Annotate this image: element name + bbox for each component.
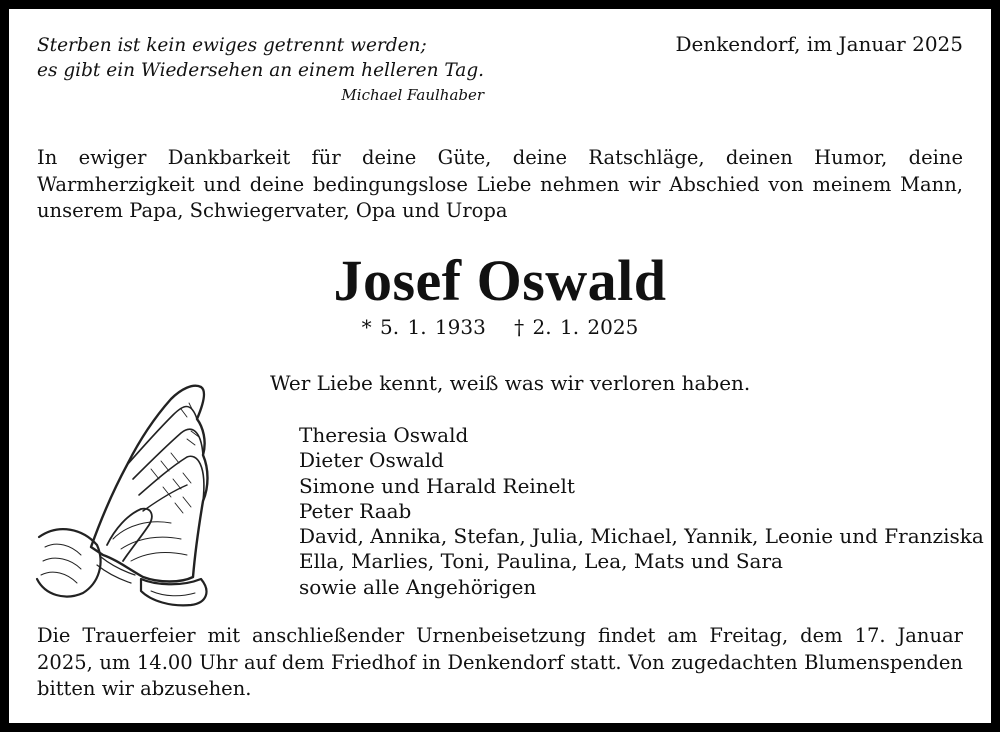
- mourner-line: Simone und Harald Reinelt: [299, 473, 575, 498]
- place-date: Denkendorf, im Januar 2025: [675, 32, 963, 56]
- mourner-line: Peter Raab: [299, 498, 412, 523]
- mourner-line: sowie alle Angehörigen: [299, 574, 537, 599]
- quote-author: Michael Faulhaber: [341, 86, 485, 104]
- obituary-card: [9, 9, 991, 723]
- motto-text: Wer Liebe kennt, weiß was wir verloren haben.: [270, 371, 751, 395]
- intro-text: In ewiger Dankbarkeit für deine Güte, deine Ratschläge, deinen Humor, deine Warmherzigkeit und deine bedingungslose Liebe nehmen wir Abschied von meinem Mann, unserem Papa, Schwiegervater, Opa und Uropa: [37, 146, 963, 222]
- deceased-name: Josef Oswald: [333, 248, 667, 313]
- closing-text: Die Trauerfeier mit anschließender Urnenbeisetzung findet am Freitag, dem 17. Januar 2025, um 14.00 Uhr auf dem Friedhof in Denkendorf statt. Von zugedachten Blumenspenden bitten wir abzusehen.: [37, 624, 963, 700]
- mourner-line: Ella, Marlies, Toni, Paulina, Lea, Mats und Sara: [299, 549, 783, 574]
- praying-hands-icon: [31, 369, 221, 607]
- quote-block: [37, 33, 484, 106]
- mourner-line: David, Annika, Stefan, Julia, Michael, Yannik, Leonie und Franziska: [299, 524, 984, 549]
- mourners-list: [299, 423, 984, 600]
- mourner-line: Theresia Oswald: [299, 423, 469, 447]
- birth-date: * 5. 1. 1933: [361, 315, 486, 339]
- quote-line-1: Sterben ist kein ewiges getrennt werden;: [37, 35, 427, 56]
- quote-line-2: es gibt ein Wiedersehen an einem helleren Tag.: [37, 60, 485, 81]
- death-date: † 2. 1. 2025: [514, 315, 639, 339]
- life-dates: [9, 315, 991, 339]
- mourner-line: Dieter Oswald: [299, 448, 444, 473]
